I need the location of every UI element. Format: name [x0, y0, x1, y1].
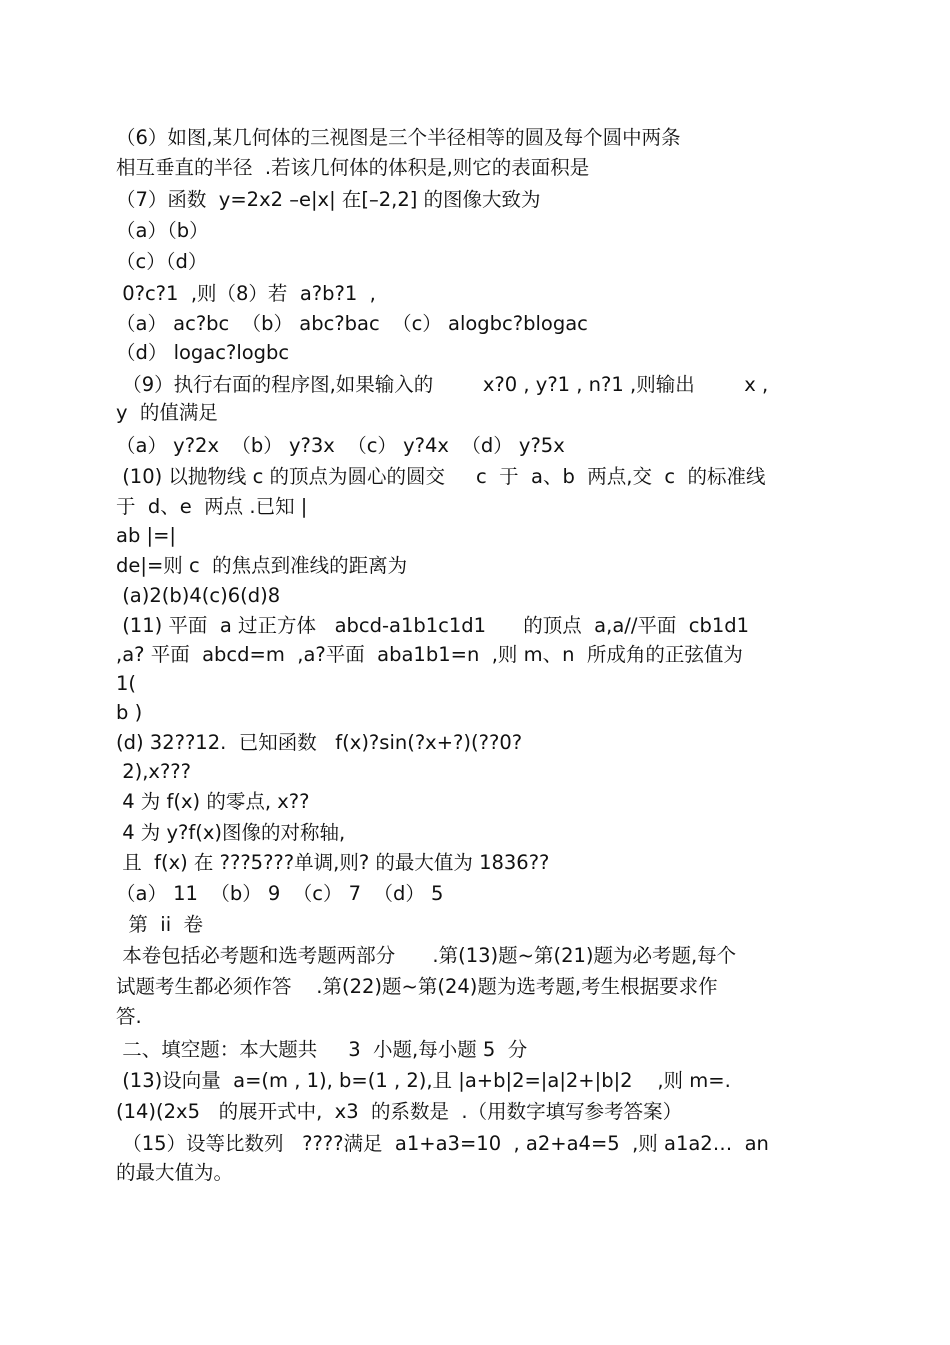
text-line: （a） y?2x （b） y?3x （c） y?4x （d） y?5x — [116, 434, 565, 457]
text-line: y 的值满足 — [116, 401, 218, 424]
text-line: 第 ii 卷 — [116, 913, 204, 936]
text-line: (d) 32??12. 已知函数 f(x)?sin(?x+?)(??0? — [116, 731, 523, 754]
text-line: 本卷包括必考题和选考题两部分 .第(13)题~第(21)题为必考题,每个 — [116, 944, 737, 967]
text-line: 1( — [116, 672, 137, 695]
text-line: de|=则 c 的焦点到准线的距离为 — [116, 554, 408, 577]
text-line: （c）（d） — [116, 250, 208, 273]
text-line: 4 为 f(x) 的零点, x?? — [116, 790, 310, 813]
text-line: (14)(2x5 的展开式中, x3 的系数是 .（用数字填写参考答案） — [116, 1100, 683, 1123]
text-line: 0?c?1 ,则（8）若 a?b?1 , — [116, 282, 376, 305]
text-line: 相互垂直的半径 .若该几何体的体积是,则它的表面积是 — [116, 156, 590, 179]
text-line: 4 为 y?f(x)图像的对称轴, — [116, 821, 346, 844]
text-line: （a） 11 （b） 9 （c） 7 （d） 5 — [116, 882, 444, 905]
text-line: 且 f(x) 在 ???5???单调,则? 的最大值为 1836?? — [116, 851, 550, 874]
text-line: (13)设向量 a=(m , 1), b=(1 , 2),且 |a+b|2=|a|2+|b|2 ,则 m=. — [116, 1069, 731, 1092]
text-line: （9）执行右面的程序图,如果输入的 x?0 , y?1 , n?1 ,则输出 x , — [116, 373, 769, 396]
text-line: （a）（b） — [116, 219, 209, 242]
text-line: (10) 以抛物线 c 的顶点为圆心的圆交 c 于 a、b 两点,交 c 的标准线 — [116, 465, 766, 488]
text-line: 的最大值为。 — [116, 1161, 234, 1184]
text-line: ,a? 平面 abcd=m ,a?平面 aba1b1=n ,则 m、n 所成角的正弦值为 — [116, 643, 743, 666]
text-line: (11) 平面 a 过正方体 abcd-a1b1c1d1 的顶点 a,a//平面 cb1d1 — [116, 614, 750, 637]
text-line: 二、填空题：本大题共 3 小题,每小题 5 分 — [116, 1038, 528, 1061]
text-line: 2),x??? — [116, 760, 192, 783]
text-line: （d） logac?logbc — [116, 341, 290, 364]
text-line: （7）函数 y=2x2 –e|x| 在[–2,2] 的图像大致为 — [116, 188, 541, 211]
text-line: （a） ac?bc （b） abc?bac （c） alogbc?blogac — [116, 312, 588, 335]
text-line: 于 d、e 两点 .已知 | — [116, 495, 308, 518]
text-line: b ) — [116, 701, 143, 724]
text-line: (a)2(b)4(c)6(d)8 — [116, 584, 281, 607]
text-line: 试题考生都必须作答 .第(22)题~第(24)题为选考题,考生根据要求作 — [116, 975, 718, 998]
text-line: ab |=| — [116, 524, 177, 547]
text-line: 答. — [116, 1005, 142, 1028]
text-line: （15）设等比数列 ????满足 a1+a3=10 , a2+a4=5 ,则 a1a2… an — [116, 1132, 769, 1155]
text-line: （6）如图,某几何体的三视图是三个半径相等的圆及每个圆中两条 — [116, 126, 681, 149]
